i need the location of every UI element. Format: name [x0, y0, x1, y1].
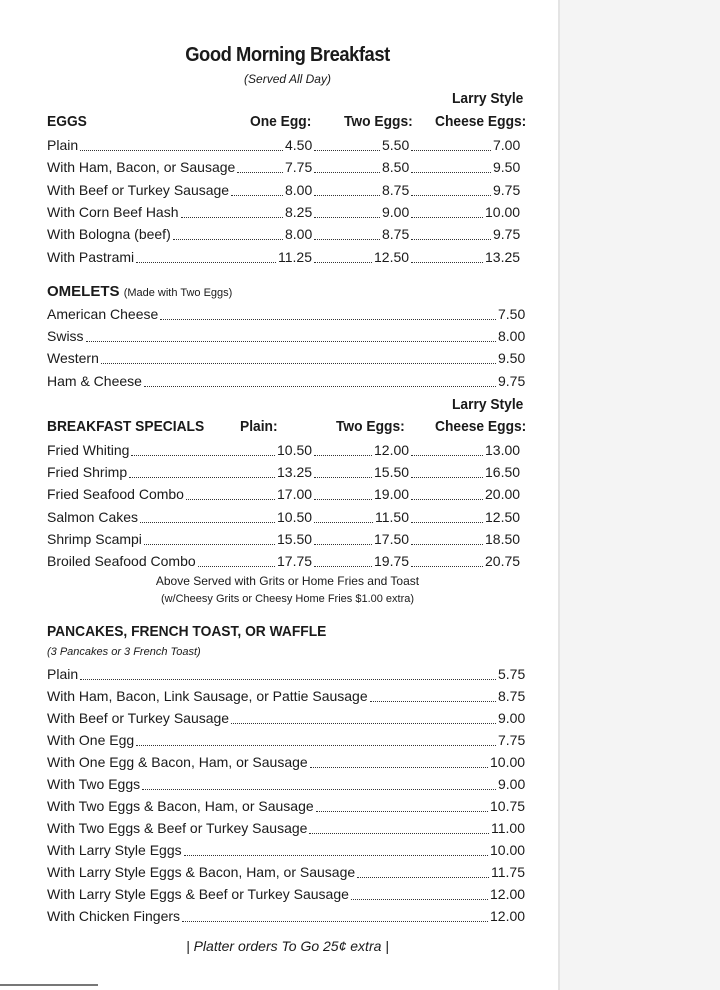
- item-price: 10.00: [490, 754, 526, 770]
- price-col3: 12.50: [485, 508, 521, 525]
- item-name: With Two Eggs & Beef or Turkey Sausage: [47, 820, 308, 836]
- eggs-item-row: [47, 157, 527, 177]
- price-col3: 13.25: [485, 248, 521, 265]
- item-name: With Corn Beef Hash: [47, 203, 179, 220]
- dot-leader: [314, 476, 372, 478]
- item-price: 5.75: [498, 666, 526, 682]
- dot-leader: [314, 261, 372, 263]
- price-col2: 9.00: [382, 203, 410, 220]
- item-name: With Larry Style Eggs & Beef or Turkey Sausage: [47, 886, 349, 902]
- dot-leader: [411, 261, 483, 263]
- price-col2: 12.50: [374, 248, 410, 265]
- dot-leader: [186, 498, 275, 500]
- item-name: Ham & Cheese: [47, 372, 142, 389]
- dot-leader: [314, 521, 373, 523]
- dot-leader: [351, 898, 488, 900]
- dot-leader: [314, 498, 372, 500]
- dot-leader: [411, 238, 491, 240]
- price-col2: 8.50: [382, 159, 410, 176]
- dot-leader: [86, 340, 496, 342]
- price-col2: 12.00: [374, 442, 410, 458]
- pancakes-item-row: [47, 818, 527, 838]
- dot-leader: [314, 238, 380, 240]
- item-name: Western: [47, 350, 99, 367]
- item-name: Fried Whiting: [47, 442, 130, 458]
- dot-leader: [198, 565, 275, 567]
- menu-title: Good Morning Breakfast: [185, 44, 390, 66]
- eggs-item-row: [47, 247, 527, 267]
- eggs-col2-header: Two Eggs:: [344, 113, 413, 130]
- item-name: With Bologna (beef): [47, 226, 171, 243]
- item-price: 9.00: [498, 776, 526, 792]
- dot-leader: [144, 543, 275, 545]
- item-name: With Beef or Turkey Sausage: [47, 181, 230, 198]
- dot-leader: [140, 521, 275, 523]
- dot-leader: [80, 149, 283, 151]
- specials-note-1: Above Served with Grits or Home Fries and Toast: [155, 574, 420, 588]
- dot-leader: [411, 543, 483, 545]
- dot-leader: [370, 700, 496, 702]
- eggs-item-row: [47, 180, 527, 200]
- pancakes-note: (3 Pancakes or 3 French Toast): [47, 646, 201, 658]
- omelets-item-row: [47, 371, 527, 391]
- item-name: Fried Seafood Combo: [47, 486, 184, 503]
- dot-leader: [411, 171, 491, 173]
- dot-leader: [181, 216, 283, 218]
- item-name: With Two Eggs & Bacon, Ham, or Sausage: [47, 798, 314, 814]
- specials-item-row: [47, 440, 527, 460]
- price-col1: 15.50: [277, 530, 313, 547]
- specials-col2-header: Two Eggs:: [336, 418, 405, 435]
- price-col2: 5.50: [382, 137, 410, 153]
- item-name: American Cheese: [47, 306, 159, 322]
- pancakes-item-row: [47, 664, 527, 684]
- price-col1: 13.25: [277, 464, 313, 481]
- item-price: 7.50: [498, 306, 526, 322]
- specials-col3-top-header: Larry Style: [452, 396, 524, 413]
- dot-leader: [136, 744, 496, 746]
- specials-item-row: [47, 484, 527, 504]
- dot-leader: [136, 261, 276, 263]
- price-col1: 8.00: [285, 226, 313, 243]
- price-col3: 9.75: [493, 181, 521, 198]
- price-col1: 17.00: [277, 486, 313, 503]
- dot-leader: [411, 565, 483, 567]
- item-price: 9.75: [498, 372, 526, 389]
- item-price: 9.00: [498, 710, 526, 726]
- price-col1: 17.75: [277, 553, 313, 569]
- omelets-item-row: [47, 326, 527, 346]
- item-price: 7.75: [498, 732, 526, 748]
- price-col2: 19.75: [374, 553, 410, 569]
- price-col1: 8.25: [285, 203, 313, 220]
- footer-note: | Platter orders To Go 25¢ extra |: [186, 938, 389, 954]
- item-name: Plain: [47, 137, 79, 153]
- omelets-item-row: [47, 348, 527, 368]
- price-col3: 16.50: [485, 464, 521, 481]
- pancakes-item-row: [47, 884, 527, 904]
- item-name: With Ham, Bacon, or Sausage: [47, 159, 236, 176]
- pancakes-item-row: [47, 752, 527, 772]
- price-col2: 19.00: [374, 486, 410, 503]
- price-col3: 9.50: [493, 159, 521, 176]
- item-name: With Pastrami: [47, 248, 135, 265]
- price-col1: 8.00: [285, 181, 313, 198]
- dot-leader: [411, 521, 483, 523]
- pancakes-item-row: [47, 796, 527, 816]
- specials-item-row: [47, 507, 527, 527]
- dot-leader: [314, 454, 372, 456]
- dot-leader: [314, 194, 380, 196]
- omelets-note: (Made with Two Eggs): [123, 287, 233, 299]
- dot-leader: [142, 788, 496, 790]
- dot-leader: [173, 238, 283, 240]
- dot-leader: [411, 194, 491, 196]
- item-name: With Ham, Bacon, Link Sausage, or Pattie Sausage: [47, 688, 368, 704]
- item-price: 10.75: [490, 798, 526, 814]
- eggs-heading: EGGS: [47, 113, 87, 130]
- dot-leader: [80, 678, 496, 680]
- specials-col1-header: Plain:: [240, 418, 278, 435]
- specials-item-row: [47, 529, 527, 549]
- dot-leader: [309, 832, 489, 834]
- price-col3: 18.50: [485, 530, 521, 547]
- item-price: 11.00: [491, 820, 525, 836]
- item-name: With Two Eggs: [47, 776, 141, 792]
- specials-item-row: [47, 551, 527, 571]
- dot-leader: [314, 565, 372, 567]
- price-col1: 11.25: [278, 248, 312, 265]
- item-name: Salmon Cakes: [47, 508, 139, 525]
- item-price: 10.00: [490, 842, 526, 858]
- item-name: Shrimp Scampi: [47, 530, 142, 547]
- price-col3: 20.75: [485, 553, 521, 569]
- dot-leader: [160, 318, 496, 320]
- item-price: 8.00: [498, 328, 526, 345]
- specials-note-2: (w/Cheesy Grits or Cheesy Home Fries $1.00 extra): [160, 593, 415, 605]
- dot-leader: [411, 149, 491, 151]
- price-col1: 10.50: [277, 508, 313, 525]
- dot-leader: [184, 854, 488, 856]
- dot-leader: [129, 476, 275, 478]
- item-name: Fried Shrimp: [47, 464, 128, 481]
- dot-leader: [411, 498, 483, 500]
- dot-leader: [357, 876, 489, 878]
- price-col3: 20.00: [485, 486, 521, 503]
- pancakes-item-row: [47, 906, 527, 926]
- dot-leader: [411, 454, 483, 456]
- price-col3: 7.00: [493, 137, 521, 153]
- item-name: Plain: [47, 666, 79, 682]
- price-col2: 8.75: [382, 226, 410, 243]
- item-price: 12.00: [490, 908, 526, 924]
- specials-heading: BREAKFAST SPECIALS: [47, 418, 205, 435]
- omelets-heading-wrap: [47, 283, 232, 300]
- dot-leader: [314, 171, 380, 173]
- pancakes-item-row: [47, 862, 527, 882]
- dot-leader: [182, 920, 488, 922]
- item-name: With One Egg: [47, 732, 135, 748]
- dot-leader: [310, 766, 488, 768]
- specials-item-row: [47, 462, 527, 482]
- omelets-item-row: [47, 304, 527, 324]
- item-price: 9.50: [498, 350, 526, 367]
- price-col2: 17.50: [374, 530, 410, 547]
- price-col1: 10.50: [277, 442, 313, 458]
- dot-leader: [411, 216, 483, 218]
- item-name: With One Egg & Bacon, Ham, or Sausage: [47, 754, 308, 770]
- dot-leader: [314, 216, 380, 218]
- dot-leader: [411, 476, 483, 478]
- dot-leader: [314, 149, 380, 151]
- eggs-col3-header: Cheese Eggs:: [435, 113, 527, 130]
- pancakes-item-row: [47, 730, 527, 750]
- price-col1: 7.75: [285, 159, 313, 176]
- eggs-item-row: [47, 135, 527, 155]
- price-col2: 8.75: [382, 181, 410, 198]
- dot-leader: [237, 171, 283, 173]
- dot-leader: [144, 385, 496, 387]
- dot-leader: [101, 362, 496, 364]
- item-price: 8.75: [498, 688, 526, 704]
- pancakes-item-row: [47, 686, 527, 706]
- price-col2: 15.50: [374, 464, 410, 481]
- eggs-item-row: [47, 224, 527, 244]
- pancakes-item-row: [47, 774, 527, 794]
- specials-col3-header: Cheese Eggs:: [435, 418, 527, 435]
- dot-leader: [316, 810, 488, 812]
- omelets-heading: OMELETS: [47, 283, 120, 300]
- item-price: 11.75: [491, 864, 525, 880]
- eggs-col3-top-header: Larry Style: [452, 90, 524, 107]
- eggs-item-row: [47, 202, 527, 222]
- price-col3: 13.00: [485, 442, 521, 458]
- item-name: Broiled Seafood Combo: [47, 553, 196, 569]
- price-col3: 9.75: [493, 226, 521, 243]
- pancakes-item-row: [47, 708, 527, 728]
- item-name: With Larry Style Eggs: [47, 842, 182, 858]
- menu-subtitle: (Served All Day): [244, 72, 331, 86]
- dot-leader: [131, 454, 275, 456]
- price-col1: 4.50: [285, 137, 313, 153]
- item-price: 12.00: [490, 886, 526, 902]
- pancakes-heading: PANCAKES, FRENCH TOAST, OR WAFFLE: [47, 623, 327, 640]
- item-name: With Chicken Fingers: [47, 908, 181, 924]
- item-name: Swiss: [47, 328, 84, 345]
- pancakes-item-row: [47, 840, 527, 860]
- dot-leader: [231, 194, 283, 196]
- price-col3: 10.00: [485, 203, 521, 220]
- dot-leader: [231, 722, 496, 724]
- dot-leader: [314, 543, 372, 545]
- price-col2: 11.50: [375, 508, 409, 525]
- eggs-col1-header: One Egg:: [250, 113, 312, 130]
- item-name: With Larry Style Eggs & Bacon, Ham, or Sausage: [47, 864, 356, 880]
- item-name: With Beef or Turkey Sausage: [47, 710, 230, 726]
